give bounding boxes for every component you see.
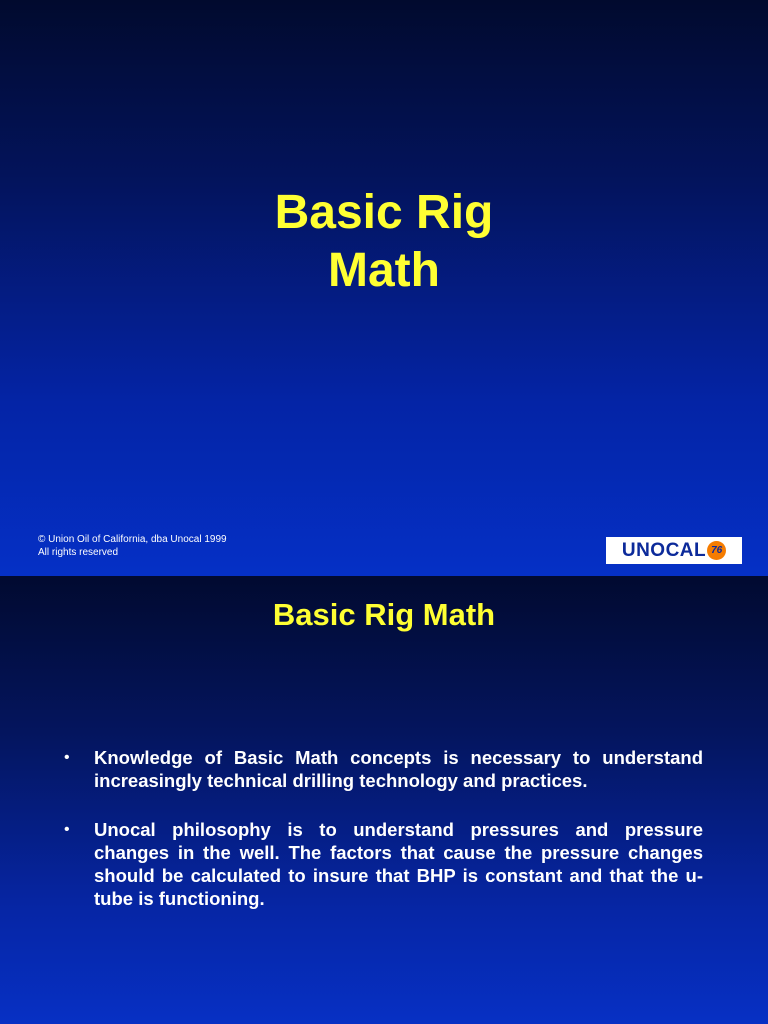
bullet-item [64,818,703,910]
slide-title-line-1: Basic Rig [274,186,494,239]
slide-title [0,184,768,300]
unocal-logo [606,537,742,564]
logo-wordmark: UNOCAL [621,540,707,561]
logo-76-badge-icon: 76 [707,541,726,560]
bullet-list [64,746,703,936]
bullet-item [64,746,703,792]
copyright-line: © Union Oil of California, dba Unocal 1999 [38,534,227,545]
rights-reserved-line: All rights reserved [38,547,119,558]
bullet-dot-icon: • [64,749,70,766]
slide-title-line-2: Math [328,244,440,297]
bullet-text: Unocal philosophy is to understand pressures and pressure changes in the well. The factors that cause the pressure changes should be calculated to insure that BHP is constant and that the u-tube is functioning. [94,819,703,909]
copyright-notice [38,533,227,559]
bullet-dot-icon: • [64,821,70,838]
bullet-text: Knowledge of Basic Math concepts is necessary to understand increasingly technical drilling technology and practices. [94,747,703,791]
content-slide-title: Basic Rig Math [272,597,496,632]
content-slide [0,576,768,1024]
